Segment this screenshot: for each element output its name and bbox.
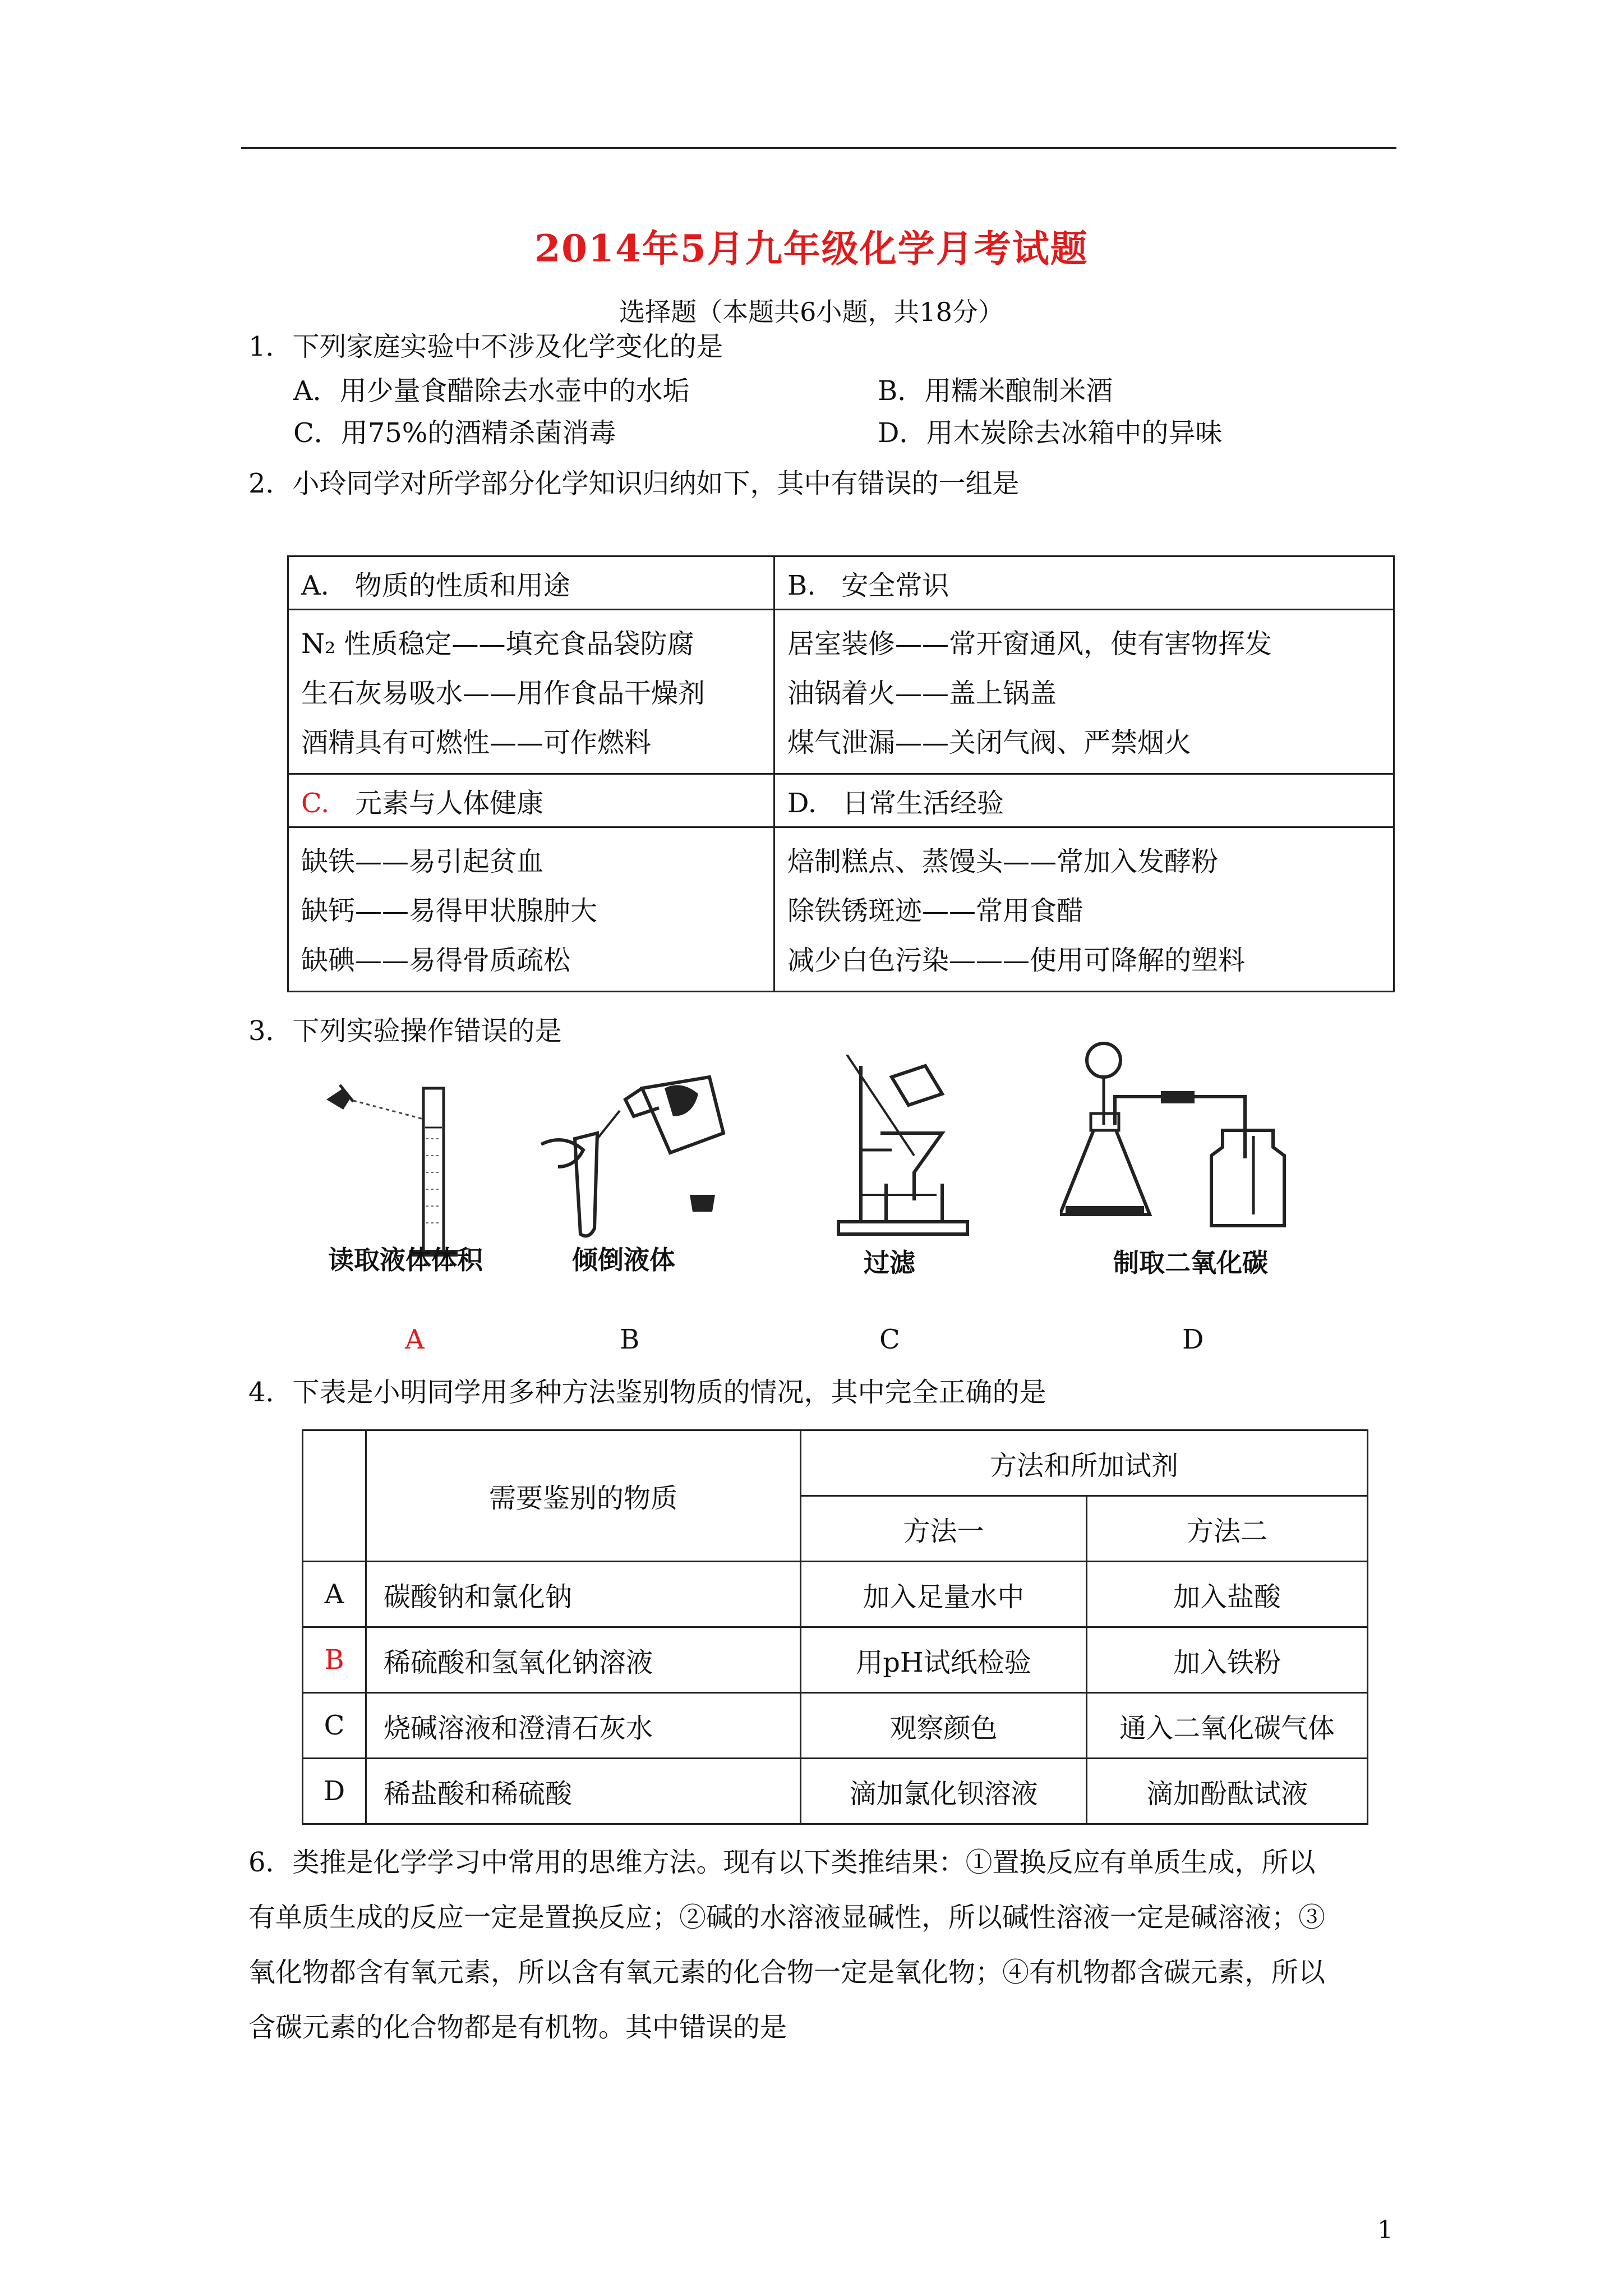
figure-read-volume (320, 1077, 488, 1257)
q2-c-line: 缺碘——易得骨质疏松 (301, 945, 571, 976)
q3-label-c: C (879, 1324, 900, 1355)
table-row (303, 1693, 1368, 1759)
conical-flask (1060, 1130, 1150, 1214)
funnel (880, 1133, 942, 1200)
q2-b-line: 煤气泄漏——关闭气阀、严禁烟火 (787, 727, 1192, 758)
table-row (303, 1627, 1368, 1693)
q2-a-line: 生石灰易吸水——用作食品干燥剂 (301, 678, 706, 709)
q4-row-key: D (303, 1759, 366, 1824)
q4-stem: 4．下表是小明同学用多种方法鉴别物质的情况，其中完全正确的是 (248, 1377, 1046, 1408)
q4-head-method1: 方法一 (801, 1496, 1087, 1562)
q4-head-substance: 需要鉴别的物质 (366, 1430, 801, 1562)
section-heading: 选择题（本题共6小题，共18分） (619, 297, 1004, 327)
eye-icon (326, 1085, 353, 1110)
q4-row-method1: 用pH试纸检验 (801, 1627, 1087, 1693)
q2-head-a (288, 556, 774, 610)
q1-option-d: D．用木炭除去冰箱中的异味 (878, 417, 1223, 449)
q4-row-method2: 加入盐酸 (1087, 1562, 1368, 1627)
q3-label-a: A (405, 1324, 425, 1355)
page-number: 1 (1377, 2216, 1393, 2244)
q2-c-letter: C. (301, 787, 330, 819)
q2-c-line: 缺钙——易得甲状腺肿大 (301, 895, 598, 927)
q4-row-substance: 碳酸钠和氯化钠 (366, 1562, 801, 1627)
q1-option-c: C．用75%的酒精杀菌消毒 (293, 417, 616, 449)
separatory-funnel (1087, 1043, 1121, 1077)
q6-line-3: 氧化物都含有氧元素，所以含有氧元素的化合物一定是氧化物；④有机物都含碳元素，所以 (248, 1957, 1326, 1988)
q1-stem: 1．下列家庭实验中不涉及化学变化的是 (248, 331, 723, 362)
q4-row-method1: 加入足量水中 (801, 1562, 1087, 1627)
q4-corner-cell (303, 1430, 366, 1562)
q4-row-method2: 加入铁粉 (1087, 1627, 1368, 1693)
q2-d-line: 除铁锈斑迹——常用食醋 (787, 895, 1084, 927)
q2-head-c (288, 774, 774, 827)
q2-cell-d (774, 827, 1394, 992)
q3-stem: 3．下列实验操作错误的是 (248, 1015, 562, 1047)
caption-read-volume: 读取液体体积 (328, 1245, 483, 1275)
table-row (303, 1562, 1368, 1627)
beaker-pouring (892, 1066, 942, 1105)
q4-row-method1: 滴加氯化钡溶液 (801, 1759, 1087, 1824)
q2-d-line: 焙制糕点、蒸馒头——常加入发酵粉 (787, 846, 1219, 877)
caption-pour-liquid: 倾倒液体 (572, 1245, 675, 1275)
q2-a-line: 酒精具有可燃性——可作燃料 (301, 727, 652, 758)
gas-jar (1211, 1130, 1284, 1226)
q2-b-line: 居室装修——常开窗通风，使有害物挥发 (787, 628, 1272, 660)
q3-label-d: D (1182, 1324, 1204, 1355)
q2-a-letter: A. (301, 569, 329, 601)
q4-head-methods: 方法和所加试剂 (801, 1430, 1368, 1496)
q2-b-letter: B. (787, 569, 816, 601)
q4-table (302, 1429, 1368, 1825)
q4-row-method2: 通入二氧化碳气体 (1087, 1693, 1368, 1759)
glass-rod (847, 1055, 914, 1156)
figure-filtration (830, 1055, 981, 1240)
q2-d-title: 日常生活经验 (842, 787, 1004, 819)
q2-cell-a (288, 610, 774, 774)
q4-row-key: B (303, 1627, 366, 1693)
q4-row-substance: 烧碱溶液和澄清石灰水 (366, 1693, 801, 1759)
q6-line-2: 有单质生成的反应一定是置换反应；②碱的水溶液显碱性，所以碱性溶液一定是碱溶液；③ (248, 1902, 1326, 1933)
q4-head-method2: 方法二 (1087, 1496, 1368, 1562)
q2-d-letter: D. (787, 787, 817, 819)
q6-line-1: 6．类推是化学学习中常用的思维方法。现有以下类推结果：①置换反应有单质生成，所以 (248, 1847, 1316, 1878)
q2-cell-c (288, 827, 774, 992)
q2-b-title: 安全常识 (841, 569, 949, 601)
q2-d-line: 减少白色污染———使用可降解的塑料 (787, 945, 1246, 976)
q6-line-4: 含碳元素的化合物都是有机物。其中错误的是 (248, 2012, 787, 2043)
q2-a-title: 物质的性质和用途 (354, 569, 570, 601)
q2-stem: 2．小玲同学对所学部分化学知识归纳如下，其中有错误的一组是 (248, 468, 1020, 499)
header-rule (241, 147, 1396, 149)
caption-make-co2: 制取二氧化碳 (1113, 1248, 1268, 1278)
page-title: 2014年5月九年级化学月考试题 (534, 227, 1089, 270)
q2-head-d (774, 774, 1394, 827)
figure-pour-liquid (530, 1055, 732, 1245)
figure-make-co2 (1060, 1035, 1318, 1243)
q2-head-b (774, 556, 1394, 610)
bottle-stopper (690, 1195, 715, 1212)
q4-row-key: C (303, 1693, 366, 1759)
q4-row-method2: 滴加酚酞试液 (1087, 1759, 1368, 1824)
q2-cell-b (774, 610, 1394, 774)
q4-row-method1: 观察颜色 (801, 1693, 1087, 1759)
q3-label-b: B (620, 1324, 640, 1355)
q4-row-key: A (303, 1562, 366, 1627)
q2-a-line: N₂ 性质稳定——填充食品袋防腐 (301, 628, 694, 660)
q1-option-a: A．用少量食醋除去水壶中的水垢 (293, 375, 690, 407)
test-tube (575, 1133, 597, 1236)
q2-b-line: 油锅着火——盖上锅盖 (787, 678, 1057, 709)
delivery-tube (1115, 1097, 1245, 1158)
q1-option-b: B．用糯米酿制米酒 (878, 375, 1113, 407)
q4-row-substance: 稀硫酸和氢氧化钠溶液 (366, 1627, 801, 1693)
q2-c-title: 元素与人体健康 (355, 787, 544, 819)
q2-table (287, 555, 1395, 992)
caption-filtration: 过滤 (864, 1248, 915, 1278)
q2-c-line: 缺铁——易引起贫血 (301, 846, 544, 877)
q4-row-substance: 稀盐酸和稀硫酸 (366, 1759, 801, 1824)
table-row (303, 1759, 1368, 1824)
